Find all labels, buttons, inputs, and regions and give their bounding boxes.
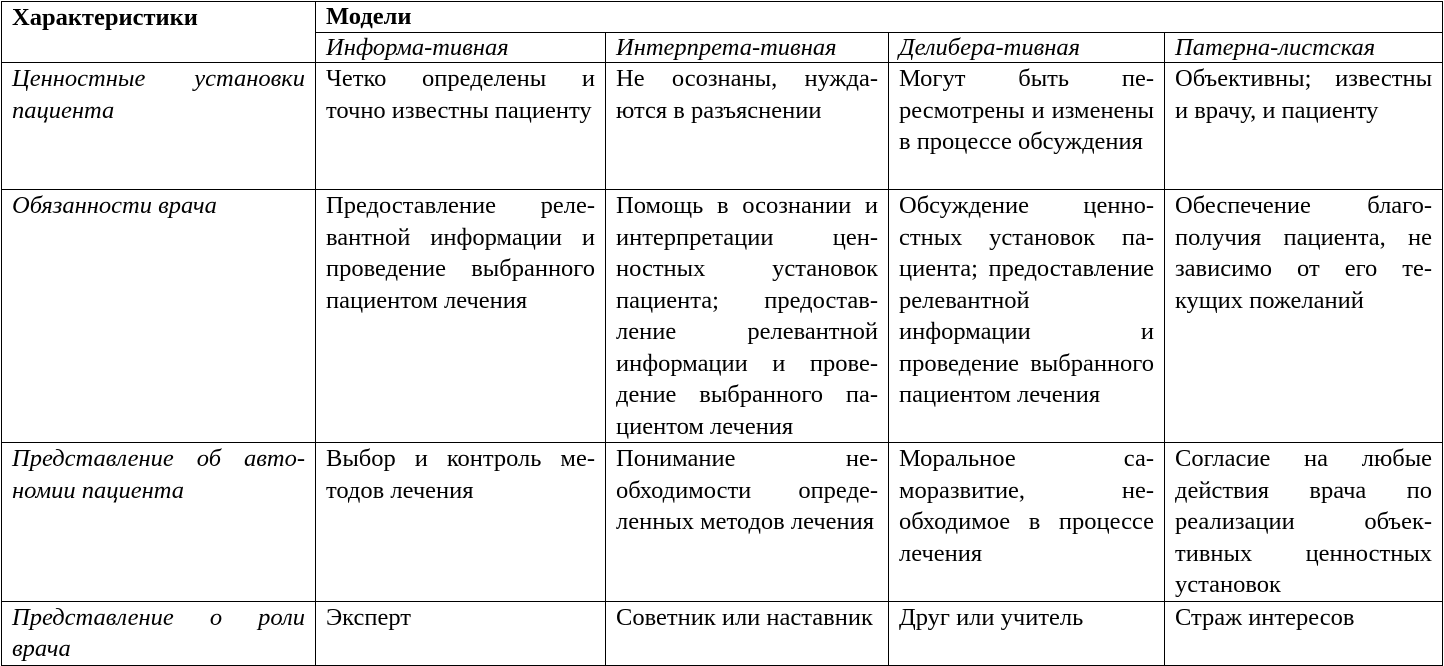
row-label-patient-autonomy: Представление об автономии пациента — [2, 443, 316, 602]
table-row — [2, 190, 1443, 443]
models-table — [1, 1, 1443, 666]
model-header-interpretive: Интерпрета-тивная — [606, 32, 889, 63]
table-cell: Помощь в осознании и интерпретации ценностных установок пациента; предоставление релевантной информации и проведение выбранного пациентом лечения — [606, 190, 889, 443]
table-row — [2, 601, 1443, 665]
row-label-patient-values: Ценностные установки пациента — [2, 63, 316, 190]
table-cell: Моральное саморазвитие, необходимое в процессе лечения — [889, 443, 1165, 602]
table-cell: Советник или наставник — [606, 601, 889, 665]
table-cell: Обеспечение благополучия пациента, не зависимо от его текущих пожеланий — [1165, 190, 1443, 443]
table-row — [2, 443, 1443, 602]
table-cell: Друг или учитель — [889, 601, 1165, 665]
table-cell: Объективны; известны и врачу, и пациенту — [1165, 63, 1443, 190]
row-label-physician-duties: Обязанности врача — [2, 190, 316, 443]
model-header-paternalistic: Патерна-листская — [1165, 32, 1443, 63]
table-row — [2, 63, 1443, 190]
table-cell: Обсуждение ценностных установок пациента; предоставление релевантной информации и проведение выбранного пациентом лечения — [889, 190, 1165, 443]
table-cell: Не осознаны, нуждаются в разъяснении — [606, 63, 889, 190]
models-group-header: Модели — [316, 2, 1443, 33]
characteristics-header: Характеристики — [2, 2, 316, 63]
table-cell: Могут быть пересмотрены и изменены в процессе обсуждения — [889, 63, 1165, 190]
model-header-deliberative: Делибера-тивная — [889, 32, 1165, 63]
table-cell: Четко определены и точно известны пациенту — [316, 63, 606, 190]
table-cell: Страж интересов — [1165, 601, 1443, 665]
table-cell: Эксперт — [316, 601, 606, 665]
table-cell: Понимание необходимости определенных методов лечения — [606, 443, 889, 602]
model-header-informative: Информа-тивная — [316, 32, 606, 63]
row-label-physician-role: Представление о роли врача — [2, 601, 316, 665]
table-cell: Предоставление релевантной информации и проведение выбранного пациентом лечения — [316, 190, 606, 443]
table-cell: Выбор и контроль методов лечения — [316, 443, 606, 602]
header-row-top — [2, 2, 1443, 33]
table-cell: Согласие на любые действия врача по реализации объективных ценностных установок — [1165, 443, 1443, 602]
